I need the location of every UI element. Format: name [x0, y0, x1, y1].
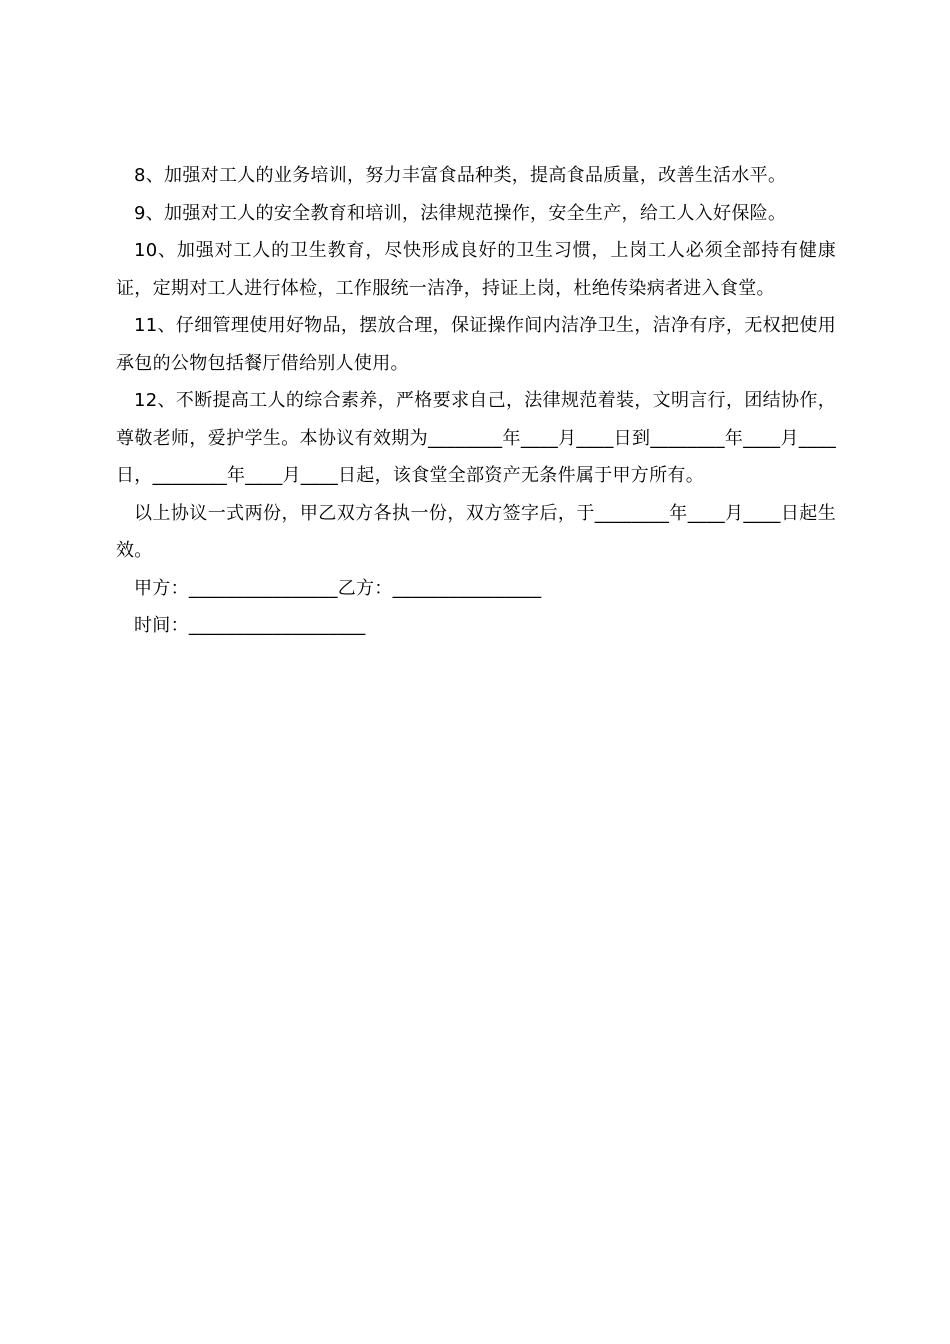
clause-10: 10、加强对工人的卫生教育，尽快形成良好的卫生习惯，上岗工人必须全部持有健康证，定期对工人进行体检，工作服统一洁净，持证上岗，杜绝传染病者进入食堂。 [116, 240, 836, 299]
party-signature-line: 甲方：________________乙方：________________ [134, 577, 542, 599]
clause-9: 9、加强对工人的安全教育和培训，法律规范操作，安全生产，给工人入好保险。 [134, 202, 787, 224]
clause-8: 8、加强对工人的业务培训，努力丰富食品种类，提高食品质量，改善生活水平。 [134, 165, 787, 186]
document-body [116, 157, 836, 645]
clause-11: 11、仔细管理使用好物品，摆放合理，保证操作间内洁净卫生，洁净有序，无权把使用承包的公物包括餐厅借给别人使用。 [116, 315, 836, 374]
effective-clause: 以上协议一式两份，甲乙双方各执一份，双方签字后，于________年____月____日起生效。 [116, 502, 836, 561]
time-line: 时间：___________________ [134, 615, 366, 636]
clause-12: 12、不断提高工人的综合素养，严格要求自己，法律规范着装，文明言行，团结协作，尊敬老师，爱护学生。本协议有效期为________年____月____日到________年____月____日，________年____月____日起，该食堂全部资产无条件属于甲方所有。 [116, 390, 836, 486]
